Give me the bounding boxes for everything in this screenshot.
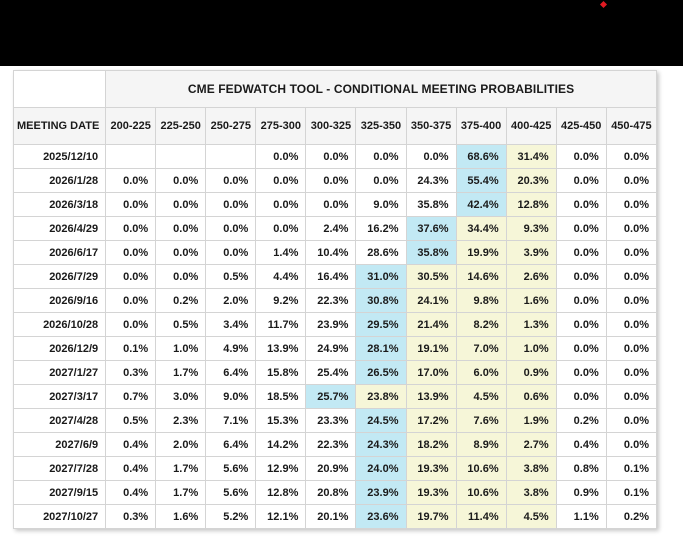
probability-cell: 6.4% (206, 361, 256, 385)
probability-cell: 0.0% (106, 265, 156, 289)
probability-cell: 0.0% (106, 289, 156, 313)
probability-cell: 1.3% (506, 313, 556, 337)
probability-cell: 0.3% (106, 505, 156, 529)
probability-cell: 19.1% (406, 337, 456, 361)
probability-cell: 20.1% (306, 505, 356, 529)
probability-cell: 23.3% (306, 409, 356, 433)
probability-cell: 24.3% (406, 169, 456, 193)
rate-range-header: 300-325 (306, 108, 356, 145)
probability-cell: 13.9% (256, 337, 306, 361)
probability-cell: 0.0% (556, 241, 606, 265)
table-row (14, 313, 657, 337)
probability-cell: 0.0% (556, 169, 606, 193)
probability-cell: 0.2% (606, 505, 656, 529)
probability-cell: 4.4% (256, 265, 306, 289)
probability-cell: 35.8% (406, 241, 456, 265)
meeting-date-cell: 2026/10/28 (14, 313, 106, 337)
probability-cell: 0.0% (606, 265, 656, 289)
meeting-date-cell: 2027/10/27 (14, 505, 106, 529)
probability-cell: 2.7% (506, 433, 556, 457)
table-row (14, 217, 657, 241)
probability-cell: 0.5% (106, 409, 156, 433)
probability-cell: 24.1% (406, 289, 456, 313)
probability-cell: 22.3% (306, 433, 356, 457)
probability-cell: 1.9% (506, 409, 556, 433)
probability-cell: 11.7% (256, 313, 306, 337)
probability-cell: 23.6% (356, 505, 406, 529)
probability-cell: 0.0% (556, 217, 606, 241)
probability-cell: 3.0% (156, 385, 206, 409)
probability-cell: 22.3% (306, 289, 356, 313)
rate-range-header: 225-250 (156, 108, 206, 145)
table-row (14, 193, 657, 217)
table-title: CME FEDWATCH TOOL - CONDITIONAL MEETING PROBABILITIES (106, 71, 657, 108)
rate-range-header: 425-450 (556, 108, 606, 145)
probability-cell: 0.0% (606, 145, 656, 169)
probability-cell: 0.0% (556, 313, 606, 337)
fedwatch-panel (0, 66, 683, 529)
meeting-date-cell: 2027/1/27 (14, 361, 106, 385)
probability-cell: 1.7% (156, 361, 206, 385)
probability-cell: 9.0% (206, 385, 256, 409)
probability-cell: 0.0% (256, 193, 306, 217)
meeting-date-cell: 2026/7/29 (14, 265, 106, 289)
table-body (14, 145, 657, 529)
rate-range-header: 200-225 (106, 108, 156, 145)
probability-cell: 0.3% (106, 361, 156, 385)
probability-cell: 0.9% (506, 361, 556, 385)
probability-cell: 16.4% (306, 265, 356, 289)
probability-cell: 0.0% (106, 217, 156, 241)
probability-cell: 0.6% (506, 385, 556, 409)
probability-cell: 12.1% (256, 505, 306, 529)
meeting-date-cell: 2027/7/28 (14, 457, 106, 481)
rate-range-header: 350-375 (406, 108, 456, 145)
probability-cell: 23.9% (356, 481, 406, 505)
probability-cell: 0.0% (606, 289, 656, 313)
probability-cell: 2.0% (156, 433, 206, 457)
probability-cell: 12.9% (256, 457, 306, 481)
probability-cell: 0.0% (556, 337, 606, 361)
probability-cell: 0.0% (606, 385, 656, 409)
probability-cell: 0.0% (556, 145, 606, 169)
table-row (14, 409, 657, 433)
meeting-date-cell: 2027/6/9 (14, 433, 106, 457)
table-row (14, 361, 657, 385)
rate-range-header: 275-300 (256, 108, 306, 145)
probability-cell: 0.0% (306, 169, 356, 193)
probability-cell: 17.2% (406, 409, 456, 433)
meeting-date-cell: 2027/9/15 (14, 481, 106, 505)
probability-cell: 0.5% (206, 265, 256, 289)
probability-cell: 19.9% (456, 241, 506, 265)
probability-cell: 0.0% (356, 169, 406, 193)
red-record-indicator-icon (600, 1, 607, 8)
meeting-date-cell: 2027/4/28 (14, 409, 106, 433)
probability-cell: 0.2% (556, 409, 606, 433)
probability-cell: 4.5% (506, 505, 556, 529)
probability-cell: 30.8% (356, 289, 406, 313)
probability-cell: 1.6% (156, 505, 206, 529)
probability-cell: 0.0% (156, 265, 206, 289)
probability-cell: 0.0% (206, 241, 256, 265)
probability-cell: 0.0% (606, 433, 656, 457)
rate-range-header: 450-475 (606, 108, 656, 145)
probability-cell: 12.8% (506, 193, 556, 217)
probability-cell: 0.4% (106, 457, 156, 481)
probability-cell: 0.0% (256, 169, 306, 193)
probability-cell: 8.2% (456, 313, 506, 337)
probability-cell: 4.9% (206, 337, 256, 361)
probability-cell: 0.5% (156, 313, 206, 337)
meeting-date-cell: 2025/12/10 (14, 145, 106, 169)
probability-cell: 0.0% (606, 313, 656, 337)
probability-cell: 30.5% (406, 265, 456, 289)
probability-cell: 24.5% (356, 409, 406, 433)
probability-cell: 21.4% (406, 313, 456, 337)
probability-cell: 0.0% (306, 145, 356, 169)
probability-cell: 5.6% (206, 457, 256, 481)
probability-cell: 10.6% (456, 457, 506, 481)
probability-cell: 7.6% (456, 409, 506, 433)
table-row (14, 265, 657, 289)
probability-cell: 0.0% (606, 241, 656, 265)
probability-cell: 15.8% (256, 361, 306, 385)
probability-cell: 0.0% (156, 217, 206, 241)
meeting-date-cell: 2026/1/28 (14, 169, 106, 193)
probability-cell: 0.0% (556, 385, 606, 409)
probability-cell (106, 145, 156, 169)
table-row (14, 433, 657, 457)
probability-cell: 0.0% (556, 289, 606, 313)
probability-cell: 3.8% (506, 457, 556, 481)
probability-cell: 1.7% (156, 481, 206, 505)
probability-cell: 20.3% (506, 169, 556, 193)
probability-cell: 0.0% (206, 169, 256, 193)
probability-cell: 0.0% (556, 265, 606, 289)
table-row (14, 289, 657, 313)
probability-cell: 5.2% (206, 505, 256, 529)
probability-cell: 0.0% (606, 409, 656, 433)
probability-cell: 14.6% (456, 265, 506, 289)
probability-cell: 29.5% (356, 313, 406, 337)
probability-cell: 0.0% (556, 361, 606, 385)
probability-cell: 24.0% (356, 457, 406, 481)
probability-cell: 10.6% (456, 481, 506, 505)
probability-cell: 14.2% (256, 433, 306, 457)
probability-cell: 25.4% (306, 361, 356, 385)
rate-range-header: 400-425 (506, 108, 556, 145)
conditional-probabilities-table (13, 70, 657, 529)
probability-cell: 0.0% (256, 145, 306, 169)
probability-cell: 0.4% (556, 433, 606, 457)
probability-cell: 23.9% (306, 313, 356, 337)
probability-cell: 0.0% (606, 361, 656, 385)
probability-cell: 2.0% (206, 289, 256, 313)
probability-cell: 23.8% (356, 385, 406, 409)
probability-cell: 0.9% (556, 481, 606, 505)
probability-cell: 0.0% (206, 193, 256, 217)
probability-cell: 0.0% (356, 145, 406, 169)
probability-cell: 1.0% (506, 337, 556, 361)
meeting-date-cell: 2026/12/9 (14, 337, 106, 361)
probability-cell: 0.0% (106, 313, 156, 337)
probability-cell: 0.0% (406, 145, 456, 169)
probability-cell: 19.3% (406, 457, 456, 481)
probability-cell: 0.0% (106, 241, 156, 265)
probability-cell: 0.0% (156, 169, 206, 193)
probability-cell (206, 145, 256, 169)
probability-cell: 68.6% (456, 145, 506, 169)
probability-cell: 2.4% (306, 217, 356, 241)
probability-cell: 0.4% (106, 481, 156, 505)
meeting-date-header: MEETING DATE (14, 108, 106, 145)
probability-cell: 11.4% (456, 505, 506, 529)
probability-cell: 7.1% (206, 409, 256, 433)
probability-cell: 20.9% (306, 457, 356, 481)
probability-cell (156, 145, 206, 169)
probability-cell: 34.4% (456, 217, 506, 241)
probability-cell: 0.0% (556, 193, 606, 217)
probability-cell: 19.3% (406, 481, 456, 505)
rate-range-header: 375-400 (456, 108, 506, 145)
probability-cell: 0.1% (606, 457, 656, 481)
probability-cell: 3.9% (506, 241, 556, 265)
probability-cell: 3.4% (206, 313, 256, 337)
column-header-row (14, 108, 657, 145)
probability-cell: 4.5% (456, 385, 506, 409)
table-row (14, 145, 657, 169)
probability-cell: 55.4% (456, 169, 506, 193)
probability-cell: 18.5% (256, 385, 306, 409)
probability-cell: 0.0% (106, 193, 156, 217)
meeting-date-cell: 2026/4/29 (14, 217, 106, 241)
rate-range-header: 250-275 (206, 108, 256, 145)
probability-cell: 0.8% (556, 457, 606, 481)
probability-cell: 28.6% (356, 241, 406, 265)
meeting-date-cell: 2026/9/16 (14, 289, 106, 313)
probability-cell: 0.7% (106, 385, 156, 409)
probability-cell: 26.5% (356, 361, 406, 385)
probability-cell: 9.0% (356, 193, 406, 217)
probability-cell: 42.4% (456, 193, 506, 217)
probability-cell: 0.0% (106, 169, 156, 193)
probability-cell: 1.0% (156, 337, 206, 361)
probability-cell: 19.7% (406, 505, 456, 529)
probability-cell: 12.8% (256, 481, 306, 505)
probability-cell: 0.0% (306, 193, 356, 217)
meeting-date-cell: 2027/3/17 (14, 385, 106, 409)
probability-cell: 0.0% (606, 193, 656, 217)
probability-cell: 9.2% (256, 289, 306, 313)
probability-cell: 9.3% (506, 217, 556, 241)
table-row (14, 481, 657, 505)
table-row (14, 457, 657, 481)
probability-cell: 35.8% (406, 193, 456, 217)
probability-cell: 5.6% (206, 481, 256, 505)
probability-cell: 25.7% (306, 385, 356, 409)
corner-cell (14, 71, 106, 108)
rate-range-header: 325-350 (356, 108, 406, 145)
probability-cell: 20.8% (306, 481, 356, 505)
probability-cell: 13.9% (406, 385, 456, 409)
probability-cell: 0.0% (606, 337, 656, 361)
table-row (14, 385, 657, 409)
probability-cell: 17.0% (406, 361, 456, 385)
probability-cell: 9.8% (456, 289, 506, 313)
probability-cell: 2.6% (506, 265, 556, 289)
table-row (14, 337, 657, 361)
probability-cell: 37.6% (406, 217, 456, 241)
probability-cell: 31.0% (356, 265, 406, 289)
probability-cell: 18.2% (406, 433, 456, 457)
probability-cell: 0.2% (156, 289, 206, 313)
probability-cell: 0.1% (606, 481, 656, 505)
probability-cell: 15.3% (256, 409, 306, 433)
probability-cell: 0.0% (606, 217, 656, 241)
title-row (14, 71, 657, 108)
probability-cell: 3.8% (506, 481, 556, 505)
probability-cell: 0.0% (156, 193, 206, 217)
probability-cell: 0.0% (206, 217, 256, 241)
probability-cell: 16.2% (356, 217, 406, 241)
probability-cell: 1.1% (556, 505, 606, 529)
top-black-bar (0, 0, 683, 66)
probability-cell: 0.0% (256, 217, 306, 241)
meeting-date-cell: 2026/6/17 (14, 241, 106, 265)
probability-cell: 0.0% (156, 241, 206, 265)
probability-cell: 6.4% (206, 433, 256, 457)
probability-cell: 10.4% (306, 241, 356, 265)
table-row (14, 505, 657, 529)
probability-cell: 28.1% (356, 337, 406, 361)
table-row (14, 241, 657, 265)
probability-cell: 6.0% (456, 361, 506, 385)
probability-cell: 1.7% (156, 457, 206, 481)
meeting-date-cell: 2026/3/18 (14, 193, 106, 217)
probability-cell: 31.4% (506, 145, 556, 169)
probability-cell: 1.4% (256, 241, 306, 265)
probability-cell: 24.3% (356, 433, 406, 457)
probability-cell: 0.4% (106, 433, 156, 457)
probability-cell: 1.6% (506, 289, 556, 313)
probability-cell: 7.0% (456, 337, 506, 361)
probability-cell: 0.1% (106, 337, 156, 361)
table-row (14, 169, 657, 193)
probability-cell: 0.0% (606, 169, 656, 193)
probability-cell: 24.9% (306, 337, 356, 361)
probability-cell: 8.9% (456, 433, 506, 457)
probability-cell: 2.3% (156, 409, 206, 433)
